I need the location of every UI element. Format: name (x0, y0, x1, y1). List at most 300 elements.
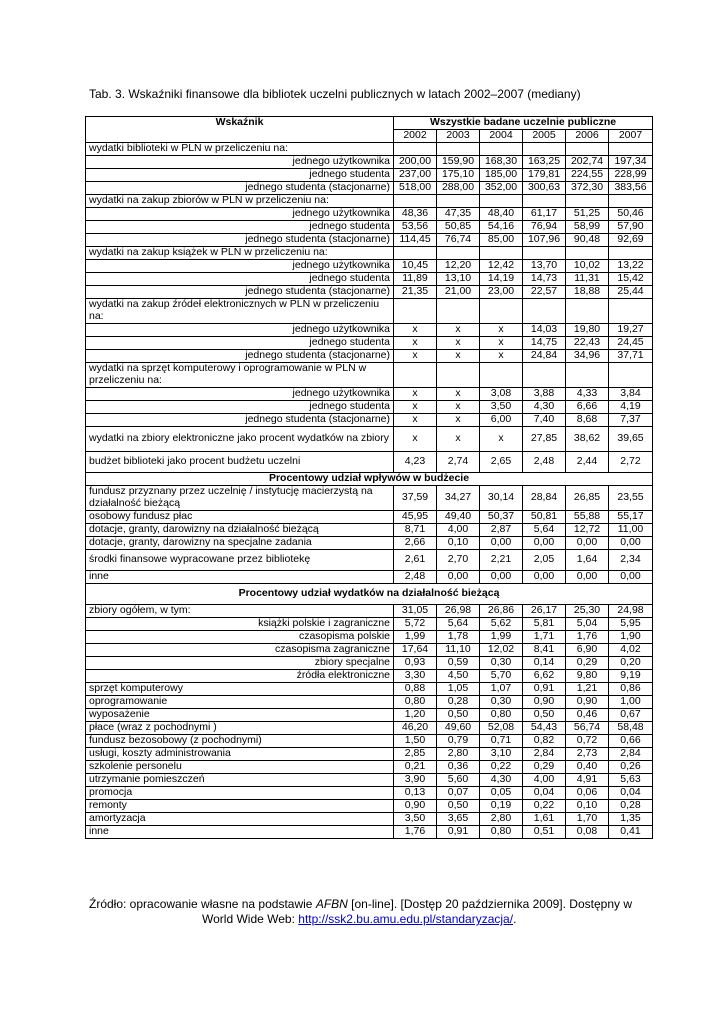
table-row (86, 401, 653, 414)
row-label: inne (86, 571, 394, 584)
value-cell: 15,42 (609, 273, 653, 286)
value-cell: 0,41 (609, 826, 653, 839)
value-cell: 0,07 (437, 787, 480, 800)
value-cell: 3,88 (523, 388, 566, 401)
value-cell: 6,66 (566, 401, 609, 414)
year-header: 2006 (566, 130, 609, 143)
value-cell: 5,72 (394, 618, 437, 631)
value-cell: 2,85 (394, 748, 437, 761)
row-label: osobowy fundusz płac (86, 511, 394, 524)
value-cell: 14,03 (523, 324, 566, 337)
value-cell (394, 363, 437, 388)
table-row (86, 414, 653, 427)
value-cell: 197,34 (609, 156, 653, 169)
value-cell: 0,59 (437, 657, 480, 670)
value-cell: 228,99 (609, 169, 653, 182)
value-cell: 4,02 (609, 644, 653, 657)
value-cell: 14,75 (523, 337, 566, 350)
value-cell: 58,99 (566, 221, 609, 234)
value-cell: 10,02 (566, 260, 609, 273)
source-line2: World Wide Web: (202, 912, 299, 926)
row-label: jednego użytkownika (86, 388, 394, 401)
value-cell (523, 247, 566, 260)
value-cell: 0,00 (523, 537, 566, 550)
value-cell: 2,34 (609, 550, 653, 571)
value-cell (480, 195, 523, 208)
value-cell: 0,06 (566, 787, 609, 800)
value-cell: 0,80 (480, 826, 523, 839)
value-cell: x (394, 324, 437, 337)
value-cell: 1,76 (566, 631, 609, 644)
value-cell (523, 195, 566, 208)
value-cell (394, 299, 437, 324)
value-cell: 24,45 (609, 337, 653, 350)
value-cell: 0,29 (523, 761, 566, 774)
table-row (86, 657, 653, 670)
value-cell: 8,71 (394, 524, 437, 537)
value-cell: 0,40 (566, 761, 609, 774)
source-note (89, 897, 649, 927)
row-label: jednego studenta (86, 221, 394, 234)
value-cell: 0,22 (480, 761, 523, 774)
value-cell: 3,65 (437, 813, 480, 826)
value-cell: 26,17 (523, 605, 566, 618)
table-row (86, 618, 653, 631)
table-row (86, 247, 653, 260)
value-cell: 55,17 (609, 511, 653, 524)
value-cell: 92,69 (609, 234, 653, 247)
value-cell: 0,28 (437, 696, 480, 709)
value-cell: 4,00 (523, 774, 566, 787)
value-cell: 4,50 (437, 670, 480, 683)
value-cell: 2,72 (609, 452, 653, 473)
row-label: płace (wraz z pochodnymi ) (86, 722, 394, 735)
value-cell (437, 299, 480, 324)
row-label: amortyzacja (86, 813, 394, 826)
value-cell: 3,30 (394, 670, 437, 683)
source-mid: [on-line]. [Dostęp 20 października 2009]. Dostępny w (347, 897, 632, 911)
row-label: jednego studenta (stacjonarne) (86, 234, 394, 247)
value-cell (609, 195, 653, 208)
row-label: jednego studenta (stacjonarne) (86, 182, 394, 195)
value-cell: 2,87 (480, 524, 523, 537)
value-cell: 2,61 (394, 550, 437, 571)
value-cell: 0,10 (566, 800, 609, 813)
value-cell: 2,80 (480, 813, 523, 826)
table-row (86, 524, 653, 537)
value-cell: 50,46 (609, 208, 653, 221)
value-cell: 25,30 (566, 605, 609, 618)
value-cell: 9,19 (609, 670, 653, 683)
value-cell: x (437, 414, 480, 427)
value-cell: 0,50 (437, 800, 480, 813)
year-header: 2003 (437, 130, 480, 143)
value-cell: 11,10 (437, 644, 480, 657)
value-cell: 0,93 (394, 657, 437, 670)
value-cell: 2,74 (437, 452, 480, 473)
value-cell (480, 299, 523, 324)
value-cell: 18,88 (566, 286, 609, 299)
value-cell: 107,96 (523, 234, 566, 247)
value-cell: 200,00 (394, 156, 437, 169)
value-cell: 3,50 (394, 813, 437, 826)
value-cell: 0,08 (566, 826, 609, 839)
value-cell: 52,08 (480, 722, 523, 735)
table-row (86, 350, 653, 363)
row-label: środki finansowe wypracowane przez bibliotekę (86, 550, 394, 571)
value-cell (394, 143, 437, 156)
value-cell: 2,84 (609, 748, 653, 761)
value-cell: 5,70 (480, 670, 523, 683)
table-row (86, 337, 653, 350)
value-cell: 57,90 (609, 221, 653, 234)
value-cell: 0,72 (566, 735, 609, 748)
value-cell: 38,62 (566, 427, 609, 452)
table-row (86, 473, 653, 486)
value-cell: 0,50 (437, 709, 480, 722)
table-row (86, 182, 653, 195)
year-header: 2002 (394, 130, 437, 143)
value-cell: 30,14 (480, 486, 523, 511)
source-link[interactable]: http://ssk2.bu.amu.edu.pl/standaryzacja/ (298, 912, 514, 926)
value-cell: 1,64 (566, 550, 609, 571)
value-cell: 6,62 (523, 670, 566, 683)
value-cell: 0,13 (394, 787, 437, 800)
table-row (86, 683, 653, 696)
value-cell: 185,00 (480, 169, 523, 182)
value-cell: 2,84 (523, 748, 566, 761)
value-cell: 4,30 (523, 401, 566, 414)
value-cell: 0,50 (523, 709, 566, 722)
group-label: wydatki na zakup zbiorów w PLN w przeliczeniu na: (86, 195, 394, 208)
table-row (86, 722, 653, 735)
value-cell: 23,55 (609, 486, 653, 511)
value-cell: 21,00 (437, 286, 480, 299)
value-cell: x (437, 337, 480, 350)
value-cell: 2,21 (480, 550, 523, 571)
value-cell: 224,55 (566, 169, 609, 182)
group-header: Wszystkie badane uczelnie publiczne (394, 117, 653, 130)
row-label: dotacje, granty, darowizny na działalność bieżącą (86, 524, 394, 537)
table-row (86, 486, 653, 511)
row-label: wyposażenie (86, 709, 394, 722)
value-cell: 19,27 (609, 324, 653, 337)
value-cell: 54,43 (523, 722, 566, 735)
value-cell: x (437, 388, 480, 401)
row-label: czasopisma zagraniczne (86, 644, 394, 657)
row-label: oprogramowanie (86, 696, 394, 709)
value-cell: x (394, 337, 437, 350)
value-cell: 1,07 (480, 683, 523, 696)
value-cell: 2,44 (566, 452, 609, 473)
value-cell: 163,25 (523, 156, 566, 169)
value-cell: 76,94 (523, 221, 566, 234)
value-cell: 3,10 (480, 748, 523, 761)
value-cell: 4,30 (480, 774, 523, 787)
row-label: budżet biblioteki jako procent budżetu uczelni (86, 452, 394, 473)
value-cell: 0,29 (566, 657, 609, 670)
value-cell: 0,04 (609, 787, 653, 800)
value-cell: 4,33 (566, 388, 609, 401)
value-cell: 0,30 (480, 657, 523, 670)
source-prefix: Źródło: opracowanie własne na podstawie (89, 897, 316, 911)
value-cell: 0,80 (394, 696, 437, 709)
value-cell: 12,20 (437, 260, 480, 273)
value-cell: 8,68 (566, 414, 609, 427)
value-cell: 0,91 (437, 826, 480, 839)
value-cell: 0,90 (394, 800, 437, 813)
value-cell: 2,70 (437, 550, 480, 571)
value-cell: 0,00 (566, 537, 609, 550)
value-cell: x (394, 388, 437, 401)
year-header: 2007 (609, 130, 653, 143)
value-cell: 61,17 (523, 208, 566, 221)
row-label: inne (86, 826, 394, 839)
value-cell (523, 363, 566, 388)
value-cell: x (437, 324, 480, 337)
table-row (86, 169, 653, 182)
value-cell: 1,50 (394, 735, 437, 748)
value-cell: 0,14 (523, 657, 566, 670)
value-cell: 4,23 (394, 452, 437, 473)
row-label: jednego studenta (stacjonarne) (86, 350, 394, 363)
value-cell: 0,30 (480, 696, 523, 709)
table-row (86, 813, 653, 826)
value-cell: 85,00 (480, 234, 523, 247)
table-row (86, 273, 653, 286)
value-cell: 237,00 (394, 169, 437, 182)
value-cell: 2,48 (394, 571, 437, 584)
row-label: czasopisma polskie (86, 631, 394, 644)
value-cell: 1,35 (609, 813, 653, 826)
value-cell: 5,64 (437, 618, 480, 631)
value-cell: 0,04 (523, 787, 566, 800)
value-cell: 26,85 (566, 486, 609, 511)
value-cell: 0,00 (480, 537, 523, 550)
value-cell (480, 247, 523, 260)
value-cell: 0,51 (523, 826, 566, 839)
value-cell: 9,80 (566, 670, 609, 683)
value-cell: 0,66 (609, 735, 653, 748)
value-cell: 48,36 (394, 208, 437, 221)
value-cell: 1,71 (523, 631, 566, 644)
value-cell: 26,98 (437, 605, 480, 618)
value-cell: 5,64 (523, 524, 566, 537)
row-label: sprzęt komputerowy (86, 683, 394, 696)
row-label: jednego studenta (86, 169, 394, 182)
value-cell: 49,40 (437, 511, 480, 524)
table-row (86, 208, 653, 221)
value-cell (437, 143, 480, 156)
value-cell: 3,50 (480, 401, 523, 414)
value-cell: 13,22 (609, 260, 653, 273)
value-cell: 3,84 (609, 388, 653, 401)
row-label: fundusz przyznany przez uczelnię / instytucję macierzystą na działalność bieżącą (86, 486, 394, 511)
value-cell: 0,36 (437, 761, 480, 774)
value-cell: 45,95 (394, 511, 437, 524)
value-cell: 6,00 (480, 414, 523, 427)
value-cell (480, 363, 523, 388)
value-cell: 24,84 (523, 350, 566, 363)
value-cell: 175,10 (437, 169, 480, 182)
value-cell: 2,48 (523, 452, 566, 473)
value-cell: x (394, 350, 437, 363)
value-cell: 28,84 (523, 486, 566, 511)
row-label: remonty (86, 800, 394, 813)
value-cell: 5,62 (480, 618, 523, 631)
row-label: wydatki na zbiory elektroniczne jako procent wydatków na zbiory (86, 427, 394, 452)
value-cell: 352,00 (480, 182, 523, 195)
value-cell: 0,26 (609, 761, 653, 774)
group-label: wydatki na zakup książek w PLN w przeliczeniu na: (86, 247, 394, 260)
table-row (86, 644, 653, 657)
value-cell: 12,72 (566, 524, 609, 537)
table-row (86, 550, 653, 571)
table-row (86, 787, 653, 800)
value-cell (609, 363, 653, 388)
year-header: 2004 (480, 130, 523, 143)
value-cell: 0,67 (609, 709, 653, 722)
table-row (86, 452, 653, 473)
value-cell: x (480, 324, 523, 337)
table-row (86, 221, 653, 234)
value-cell: 11,31 (566, 273, 609, 286)
row-label: jednego studenta (stacjonarne) (86, 414, 394, 427)
value-cell: 11,00 (609, 524, 653, 537)
value-cell: 48,40 (480, 208, 523, 221)
value-cell: 0,00 (609, 537, 653, 550)
value-cell: 50,81 (523, 511, 566, 524)
table-row (86, 709, 653, 722)
table-row (86, 511, 653, 524)
value-cell: 1,78 (437, 631, 480, 644)
value-cell: 25,44 (609, 286, 653, 299)
value-cell: 11,89 (394, 273, 437, 286)
value-cell: 76,74 (437, 234, 480, 247)
value-cell (523, 299, 566, 324)
value-cell (566, 247, 609, 260)
value-cell: 0,05 (480, 787, 523, 800)
value-cell: 54,16 (480, 221, 523, 234)
value-cell: 5,95 (609, 618, 653, 631)
table-row (86, 195, 653, 208)
value-cell (523, 143, 566, 156)
value-cell: 4,91 (566, 774, 609, 787)
value-cell: 13,10 (437, 273, 480, 286)
value-cell: 10,45 (394, 260, 437, 273)
row-label: szkolenie personelu (86, 761, 394, 774)
value-cell: 19,80 (566, 324, 609, 337)
value-cell: 0,28 (609, 800, 653, 813)
value-cell: 1,99 (480, 631, 523, 644)
value-cell: 0,00 (609, 571, 653, 584)
value-cell (566, 299, 609, 324)
section-heading: Procentowy udział wpływów w budżecie (86, 473, 653, 486)
row-label: zbiory ogółem, w tym: (86, 605, 394, 618)
table-row (86, 584, 653, 605)
value-cell: 23,00 (480, 286, 523, 299)
row-label: fundusz bezosobowy (z pochodnymi) (86, 735, 394, 748)
table-row (86, 670, 653, 683)
value-cell: 46,20 (394, 722, 437, 735)
row-label: jednego użytkownika (86, 156, 394, 169)
section-heading: Procentowy udział wydatków na działalność bieżącą (86, 584, 653, 605)
value-cell: 300,63 (523, 182, 566, 195)
value-cell: 2,05 (523, 550, 566, 571)
table-row (86, 774, 653, 787)
table-row (86, 324, 653, 337)
value-cell (566, 363, 609, 388)
table-row (86, 363, 653, 388)
table-row (86, 156, 653, 169)
indicator-header: Wskaźnik (86, 117, 394, 143)
value-cell: 383,56 (609, 182, 653, 195)
value-cell: 179,81 (523, 169, 566, 182)
value-cell (609, 299, 653, 324)
value-cell: x (437, 350, 480, 363)
value-cell: 518,00 (394, 182, 437, 195)
value-cell (609, 143, 653, 156)
value-cell: 24,98 (609, 605, 653, 618)
table-row (86, 735, 653, 748)
table-row (86, 761, 653, 774)
value-cell: 4,19 (609, 401, 653, 414)
value-cell: 27,85 (523, 427, 566, 452)
value-cell (480, 143, 523, 156)
value-cell: 0,90 (523, 696, 566, 709)
value-cell: 50,37 (480, 511, 523, 524)
value-cell: 14,19 (480, 273, 523, 286)
table-row (86, 286, 653, 299)
value-cell: 53,56 (394, 221, 437, 234)
value-cell: 31,05 (394, 605, 437, 618)
financial-indicators-table (85, 116, 653, 839)
value-cell: 34,96 (566, 350, 609, 363)
value-cell: 2,73 (566, 748, 609, 761)
value-cell: 47,35 (437, 208, 480, 221)
value-cell: 2,65 (480, 452, 523, 473)
row-label: jednego użytkownika (86, 324, 394, 337)
value-cell: 0,00 (480, 571, 523, 584)
value-cell: x (480, 350, 523, 363)
value-cell: 0,82 (523, 735, 566, 748)
value-cell: 5,60 (437, 774, 480, 787)
table-row (86, 631, 653, 644)
value-cell: 1,21 (566, 683, 609, 696)
group-label: wydatki na sprzęt komputerowy i oprogramowanie w PLN w przeliczeniu na: (86, 363, 394, 388)
row-label: książki polskie i zagraniczne (86, 618, 394, 631)
value-cell: 26,86 (480, 605, 523, 618)
source-italic: AFBN (315, 897, 348, 911)
value-cell: 2,66 (394, 537, 437, 550)
table-row (86, 571, 653, 584)
row-label: jednego studenta (stacjonarne) (86, 286, 394, 299)
value-cell: x (394, 427, 437, 452)
value-cell (566, 195, 609, 208)
value-cell: 1,00 (609, 696, 653, 709)
value-cell: 90,48 (566, 234, 609, 247)
value-cell: 17,64 (394, 644, 437, 657)
value-cell: 202,74 (566, 156, 609, 169)
table-row (86, 143, 653, 156)
value-cell: 56,74 (566, 722, 609, 735)
value-cell: 0,20 (609, 657, 653, 670)
value-cell: 55,88 (566, 511, 609, 524)
row-label: jednego studenta (86, 337, 394, 350)
value-cell: 288,00 (437, 182, 480, 195)
value-cell: 0,46 (566, 709, 609, 722)
value-cell: 21,35 (394, 286, 437, 299)
